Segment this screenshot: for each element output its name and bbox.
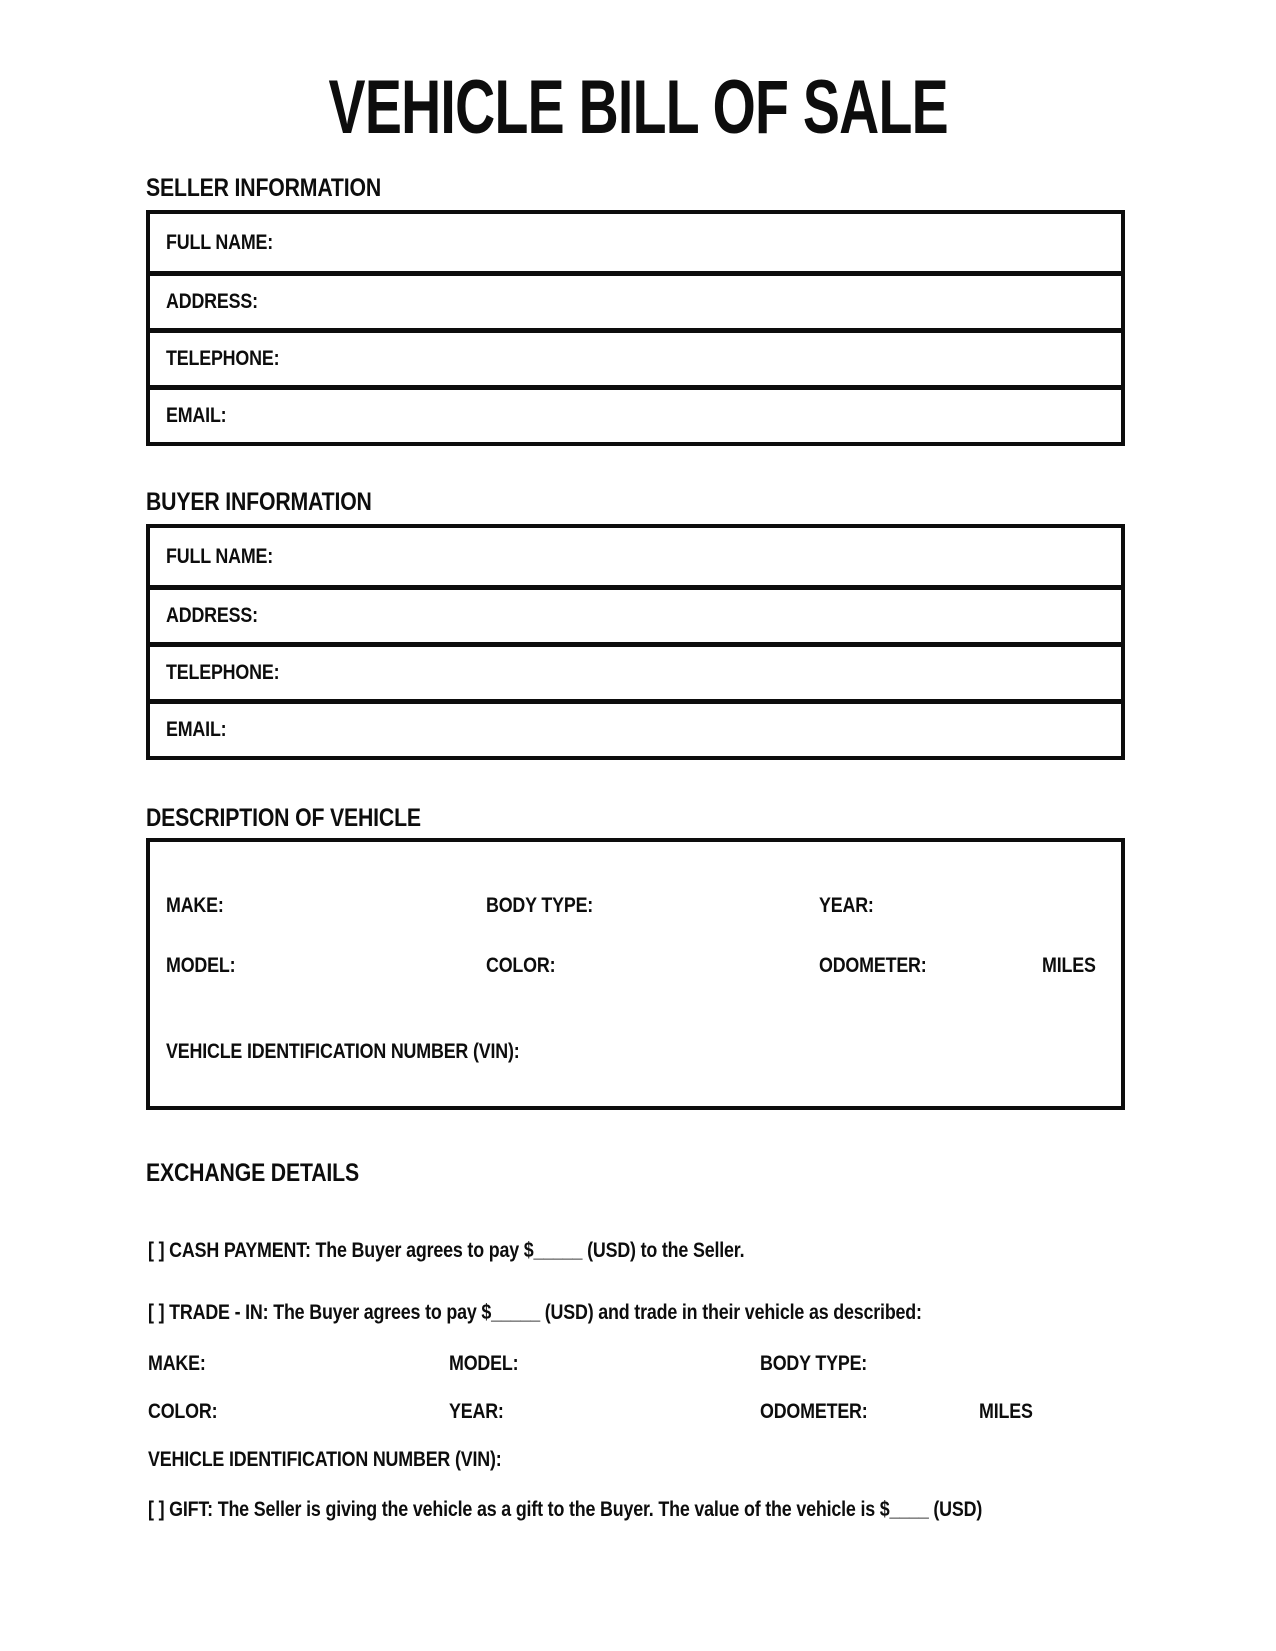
trade-year-label: YEAR: <box>449 1400 504 1423</box>
buyer-email-label: EMAIL: <box>166 718 227 741</box>
trade-body-type-label: BODY TYPE: <box>760 1352 868 1375</box>
exchange-section-heading-text: EXCHANGE DETAILS <box>146 1159 359 1187</box>
vehicle-odometer-label: ODOMETER: <box>819 954 927 977</box>
trade-in-line <box>148 1301 1058 1325</box>
vehicle-vin-label: VEHICLE IDENTIFICATION NUMBER (VIN): <box>166 1040 520 1063</box>
buyer-address-field[interactable] <box>150 585 1121 642</box>
gift-text: The Seller is giving the vehicle as a gift to the Buyer. The value of the vehicle is $____ (USD) <box>217 1498 983 1521</box>
cash-payment-checkbox[interactable]: [ ] <box>148 1239 165 1262</box>
vehicle-body-type-label: BODY TYPE: <box>486 894 594 917</box>
seller-info-box <box>146 210 1125 446</box>
vehicle-section-heading <box>146 804 469 832</box>
trade-miles-label: MILES <box>979 1400 1033 1423</box>
seller-telephone-label: TELEPHONE: <box>166 347 280 370</box>
trade-color-label: COLOR: <box>148 1400 218 1423</box>
trade-odometer-label: ODOMETER: <box>760 1400 868 1423</box>
buyer-section-heading-text: BUYER INFORMATION <box>146 488 372 516</box>
vehicle-vin-row[interactable] <box>150 1040 1121 1064</box>
buyer-full-name-field[interactable] <box>150 528 1121 585</box>
buyer-full-name-label: FULL NAME: <box>166 544 274 568</box>
seller-email-label: EMAIL: <box>166 404 227 427</box>
vehicle-model-label: MODEL: <box>166 954 236 977</box>
trade-vehicle-row-1[interactable] <box>148 1352 1276 1376</box>
gift-label: GIFT: <box>169 1498 213 1521</box>
buyer-address-label: ADDRESS: <box>166 604 258 627</box>
exchange-section-heading <box>146 1159 397 1187</box>
seller-section-heading <box>146 174 422 202</box>
seller-telephone-field[interactable] <box>150 328 1121 385</box>
buyer-section-heading <box>146 488 412 516</box>
trade-in-checkbox[interactable]: [ ] <box>148 1301 165 1324</box>
document-title <box>0 65 1276 150</box>
vehicle-row-1[interactable] <box>150 894 1121 918</box>
seller-section-heading-text: SELLER INFORMATION <box>146 174 382 202</box>
seller-email-field[interactable] <box>150 385 1121 442</box>
vehicle-make-label: MAKE: <box>166 894 224 917</box>
trade-in-label: TRADE - IN: <box>169 1301 269 1324</box>
document-title-text: VEHICLE BILL OF SALE <box>328 65 948 150</box>
seller-full-name-label: FULL NAME: <box>166 230 274 254</box>
buyer-telephone-label: TELEPHONE: <box>166 661 280 684</box>
vehicle-row-2[interactable] <box>150 954 1121 978</box>
trade-model-label: MODEL: <box>449 1352 519 1375</box>
trade-vin-row[interactable] <box>148 1448 1276 1472</box>
seller-address-field[interactable] <box>150 271 1121 328</box>
gift-checkbox[interactable]: [ ] <box>148 1498 165 1521</box>
gift-line <box>148 1498 1129 1522</box>
cash-payment-text: The Buyer agrees to pay $_____ (USD) to the Seller. <box>315 1239 745 1262</box>
vehicle-miles-label: MILES <box>1042 954 1096 977</box>
vehicle-description-box <box>146 838 1125 1110</box>
trade-make-label: MAKE: <box>148 1352 206 1375</box>
seller-address-label: ADDRESS: <box>166 290 258 313</box>
cash-payment-label: CASH PAYMENT: <box>169 1239 311 1262</box>
vehicle-color-label: COLOR: <box>486 954 556 977</box>
buyer-email-field[interactable] <box>150 699 1121 756</box>
trade-vehicle-row-2[interactable] <box>148 1400 1276 1424</box>
seller-full-name-field[interactable] <box>150 214 1121 271</box>
vehicle-section-heading-text: DESCRIPTION OF VEHICLE <box>146 804 421 832</box>
buyer-info-box <box>146 524 1125 760</box>
cash-payment-line <box>148 1239 850 1263</box>
vehicle-year-label: YEAR: <box>819 894 874 917</box>
buyer-telephone-field[interactable] <box>150 642 1121 699</box>
trade-vin-label: VEHICLE IDENTIFICATION NUMBER (VIN): <box>148 1448 502 1471</box>
trade-in-text: The Buyer agrees to pay $_____ (USD) and trade in their vehicle as described: <box>273 1301 922 1324</box>
